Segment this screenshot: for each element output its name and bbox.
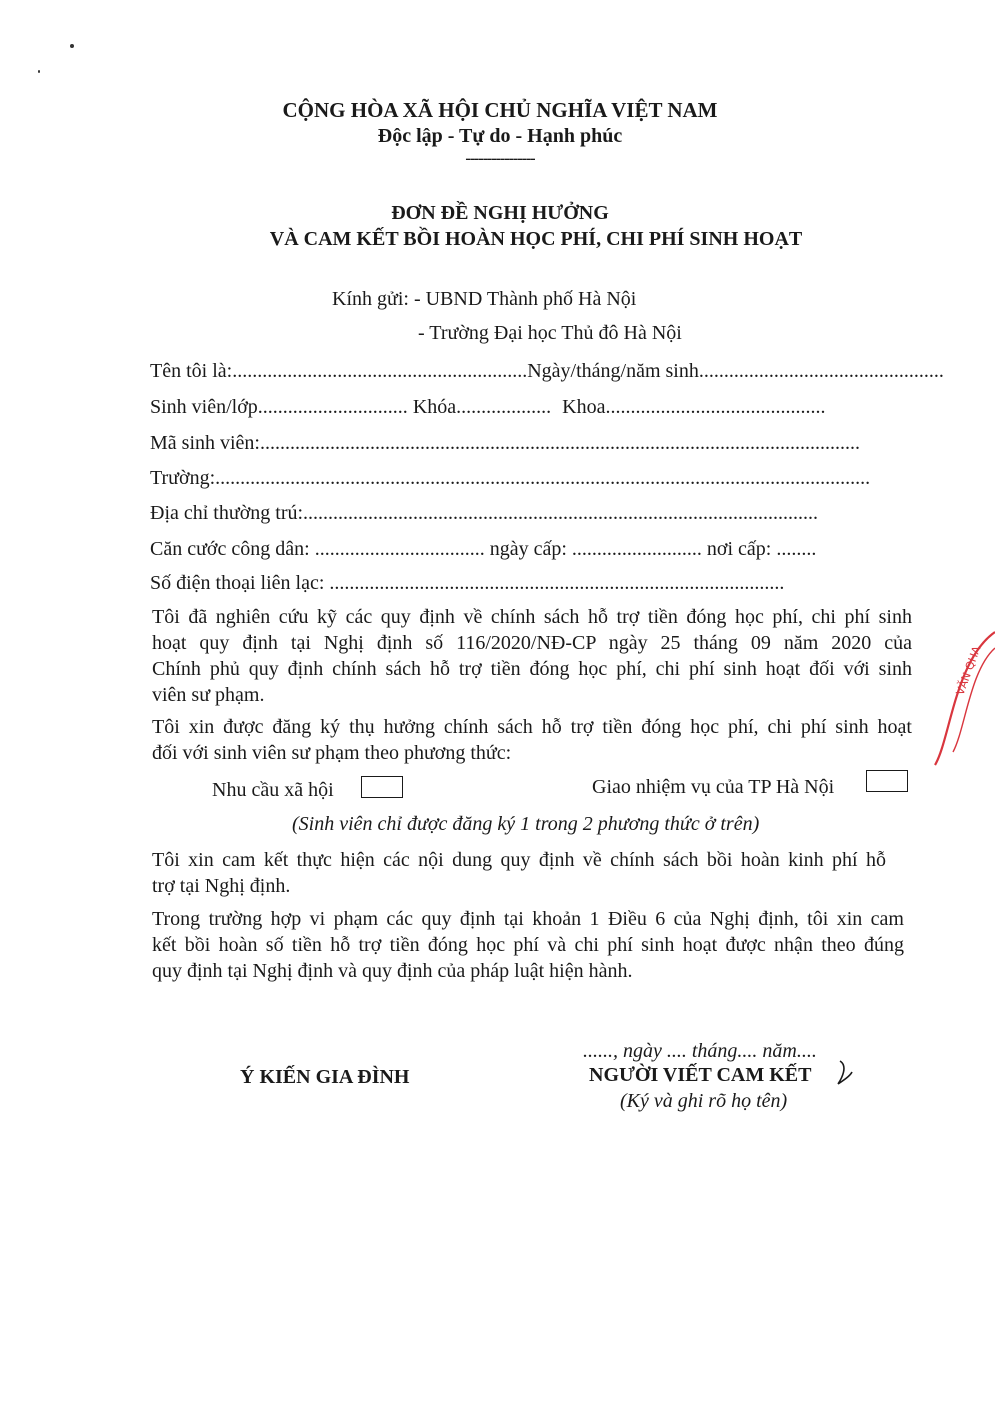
paragraph-line: kết bồi hoàn số tiền hỗ trợ tiền đóng học phí và chi phí sinh hoạt được nhận theo đúng bbox=[152, 934, 904, 956]
recipient-block bbox=[332, 288, 636, 311]
name-field: Tên tôi là:........................................................... bbox=[150, 360, 528, 382]
option-note: (Sinh viên chỉ được đăng ký 1 trong 2 phương thức ở trên) bbox=[292, 813, 760, 835]
birth-date-field: Ngày/tháng/năm sinh................................................. bbox=[527, 360, 944, 382]
motto: Độc lập - Tự do - Hạnh phúc bbox=[377, 125, 623, 147]
issue-date-field: ngày cấp: .......................... bbox=[489, 538, 702, 560]
phone-field: Số điện thoại liên lạc: ........................................................................................... bbox=[150, 572, 785, 594]
scan-speck bbox=[38, 70, 40, 73]
date-line: ......, ngày .... tháng.... năm.... bbox=[583, 1040, 817, 1062]
course-field: Khóa................... bbox=[412, 396, 552, 418]
paragraph-line: Tôi đã nghiên cứu kỹ các quy định về chính sách hỗ trợ tiền đóng học phí, chi phí sinh bbox=[152, 606, 912, 628]
family-opinion-label: Ý KIẾN GIA ĐÌNH bbox=[240, 1066, 410, 1088]
id-card-field: Căn cước công dân: .................................. bbox=[150, 538, 485, 560]
title-line-2: VÀ CAM KẾT BỒI HOÀN HỌC PHÍ, CHI PHÍ SINH HOẠT bbox=[269, 228, 803, 250]
recipient-2: - Trường Đại học Thủ đô Hà Nội bbox=[418, 322, 682, 344]
recipient-1: - UBND Thành phố Hà Nội bbox=[413, 288, 637, 310]
field-row-name bbox=[150, 360, 944, 383]
paragraph-line: trợ tại Nghị định. bbox=[152, 875, 291, 897]
header-separator: ---------------- bbox=[465, 150, 535, 167]
pen-mark-icon bbox=[834, 1058, 856, 1088]
paragraph-4 bbox=[152, 906, 912, 984]
nation-header: CỘNG HÒA XÃ HỘI CHỦ NGHĨA VIỆT NAM bbox=[282, 98, 718, 122]
paragraph-3 bbox=[152, 847, 912, 899]
field-row-id bbox=[150, 538, 816, 561]
option-city-checkbox[interactable] bbox=[866, 770, 908, 792]
paragraph-1 bbox=[152, 604, 912, 708]
address-field: Địa chỉ thường trú:....................................................................................................... bbox=[150, 502, 819, 524]
title-line-1: ĐƠN ĐỀ NGHỊ HƯỞNG bbox=[391, 202, 609, 224]
field-row-class bbox=[150, 396, 825, 419]
paragraph-line: quy định tại Nghị định và quy định của pháp luật hiện hành. bbox=[152, 960, 633, 982]
paragraph-line: hoạt quy định tại Nghị định số 116/2020/NĐ-CP ngày 25 tháng 09 năm 2020 của bbox=[152, 632, 912, 654]
paragraph-2 bbox=[152, 714, 912, 766]
option-city-label: Giao nhiệm vụ của TP Hà Nội bbox=[592, 776, 835, 798]
paragraph-line: đối với sinh viên sư phạm theo phương thức: bbox=[152, 742, 512, 764]
sign-note: (Ký và ghi rõ họ tên) bbox=[620, 1090, 788, 1112]
paragraph-line: viên sư phạm. bbox=[152, 684, 265, 706]
student-id-field: Mã sinh viên:........................................................................................................................ bbox=[150, 432, 860, 454]
paragraph-line: Tôi xin được đăng ký thụ hưởng chính sách hỗ trợ tiền đóng học phí, chi phí sinh hoạt bbox=[152, 716, 912, 738]
recipient-label: Kính gửi: bbox=[332, 288, 409, 310]
option-social-checkbox[interactable] bbox=[361, 776, 403, 798]
stamp-text: VĂN QHA bbox=[953, 644, 984, 698]
paragraph-line: Tôi xin cam kết thực hiện các nội dung quy định về chính sách bồi hoàn kinh phí hỗ bbox=[152, 849, 886, 871]
option-social-label: Nhu cầu xã hội bbox=[212, 779, 334, 801]
official-stamp-icon bbox=[925, 630, 995, 770]
class-field: Sinh viên/lớp.............................. bbox=[150, 396, 408, 418]
scan-speck bbox=[70, 44, 74, 48]
school-field: Trường:................................................................................................................................... bbox=[150, 467, 871, 489]
faculty-field: Khoa............................................ bbox=[562, 396, 826, 418]
writer-label: NGƯỜI VIẾT CAM KẾT bbox=[589, 1064, 812, 1086]
paragraph-line: Trong trường hợp vi phạm các quy định tại khoản 1 Điều 6 của Nghị định, tôi xin cam bbox=[152, 908, 904, 930]
paragraph-line: Chính phủ quy định chính sách hỗ trợ tiền đóng học phí, chi phí sinh hoạt đối với sinh bbox=[152, 658, 912, 680]
issue-place-field: nơi cấp: ........ bbox=[706, 538, 817, 560]
